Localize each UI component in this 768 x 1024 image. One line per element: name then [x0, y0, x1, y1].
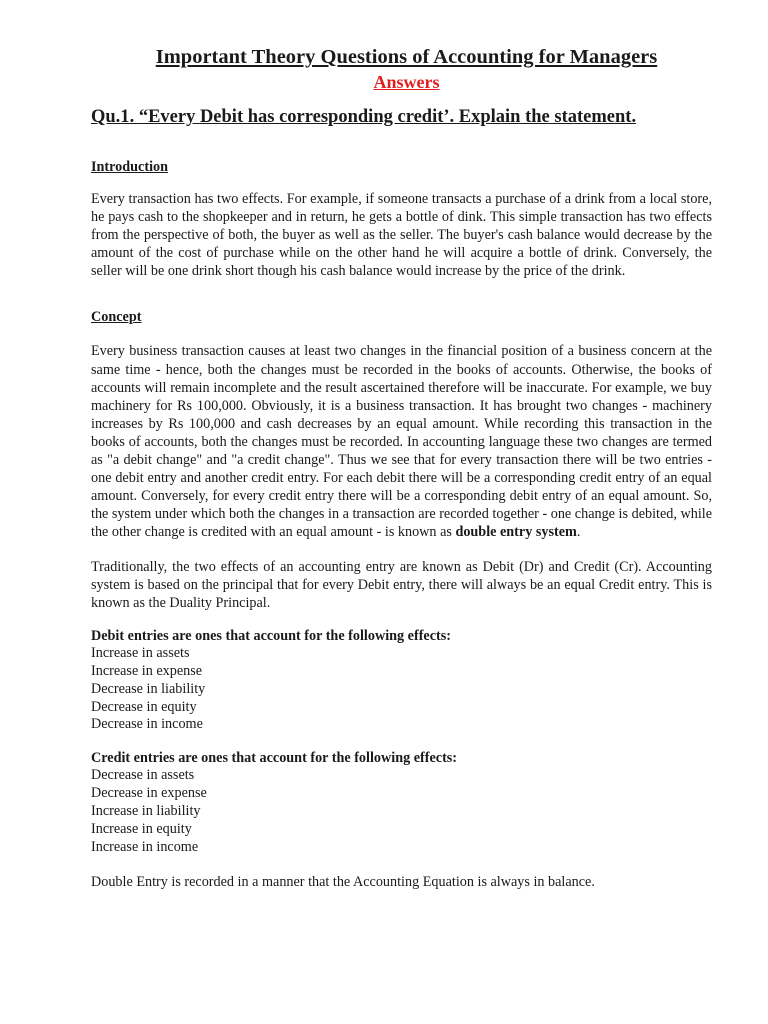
debit-entries-heading: Debit entries are ones that account for the following effects:: [91, 627, 451, 644]
list-item: Decrease in equity: [91, 698, 197, 715]
closing-paragraph: Double Entry is recorded in a manner that the Accounting Equation is always in balance.: [91, 873, 595, 890]
list-item: Increase in assets: [91, 644, 190, 661]
list-item: Decrease in liability: [91, 680, 206, 697]
question-separator: .: [129, 107, 139, 127]
debit-entries-list: [91, 645, 712, 735]
list-item: Decrease in expense: [91, 785, 207, 802]
list-item: Decrease in income: [91, 716, 203, 733]
question-heading: [91, 104, 712, 130]
credit-entries-heading: Credit entries are ones that account for the following effects:: [91, 750, 458, 767]
double-entry-term: double entry system: [455, 524, 577, 541]
concept-heading: Concept: [91, 309, 142, 326]
question-number: Qu.1: [91, 107, 130, 127]
list-item: Increase in equity: [91, 821, 192, 838]
concept-paragraph-2: Traditionally, the two effects of an accounting entry are known as Debit (Dr) and Credit (Cr). Accounting system is based on the principal that for every Debit entry, there will always be an equal Credit entry. This is known as the Duality Principal.: [91, 558, 712, 611]
concept-paragraph-1-end: .: [576, 524, 581, 541]
question-text: “Every Debit has corresponding credit’. Explain the statement.: [138, 107, 637, 127]
list-item: Decrease in assets: [91, 767, 195, 784]
document-subtitle: Answers: [373, 72, 440, 92]
introduction-paragraph: Every transaction has two effects. For example, if someone transacts a purchase of a drink from a local store, he pays cash to the shopkeeper and in return, he gets a bottle of dink. This simple transaction has two effects from the perspective of both, the buyer as well as the seller. The buyer's cash balance would decrease by the amount of the cost of purchase while on the other hand he will acquire a bottle of drink. Conversely, the seller will be one drink short though his cash balance would increase by the price of the drink.: [91, 191, 712, 280]
concept-paragraph-1-text: Every business transaction causes at least two changes in the financial position of a business concern at the same time - hence, both the changes must be recorded in the books of accounts. Otherwise, the books of accounts will remain incomplete and the result ascertained therefore will be inaccurate. For example, we buy machinery for Rs 100,000. Obviously, it is a business transaction. It has brought two changes - machinery increases by Rs 100,000 and cash decreases by an equal amount. While recording this transaction in the books of accounts, both the changes must be recorded. In accounting language these two changes are termed as "a debit change" and "a credit change". Thus we see that for every transaction there will be two entries - one debit entry and another credit entry. For each debit there will be a corresponding credit entry of an equal amount. Conversely, for every credit entry there will be a corresponding debit entry of an equal amount. So, the system under which both the changes in a transaction are recorded together - one change is debited, while the other change is credited with an equal amount - is known as: [91, 343, 712, 541]
document-title: Important Theory Questions of Accounting for Managers: [155, 46, 658, 68]
concept-paragraph-1: [91, 342, 712, 541]
list-item: Increase in income: [91, 838, 199, 855]
list-item: Increase in expense: [91, 662, 203, 679]
introduction-heading: Introduction: [91, 159, 168, 175]
credit-entries-list: [91, 767, 712, 857]
list-item: Increase in liability: [91, 803, 201, 820]
